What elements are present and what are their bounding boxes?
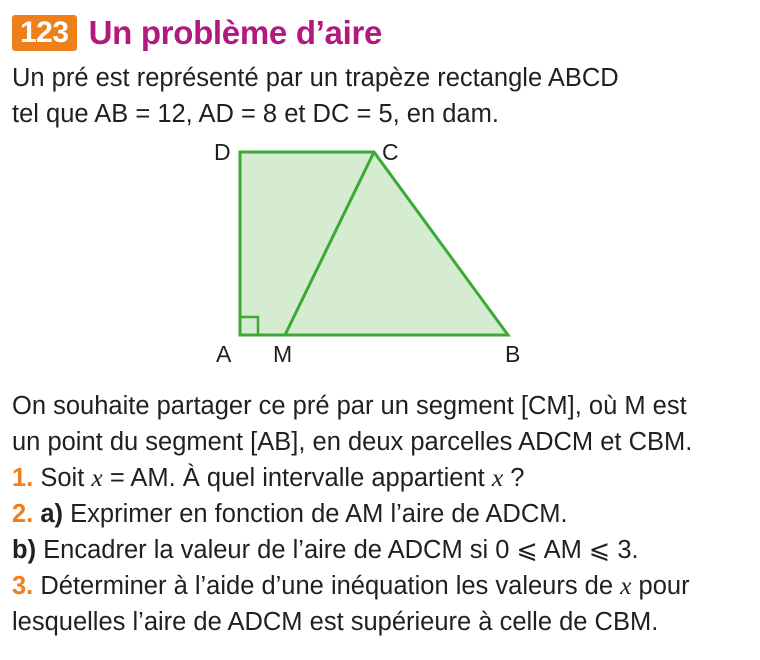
question-2a (12, 496, 752, 532)
question-1-text-c: ? (503, 464, 525, 492)
vertex-label-b: B (505, 341, 521, 367)
question-2b-marker: b) (12, 536, 37, 564)
statement-line-2: un point du segment [AB], en deux parcelles ADCM et CBM. (12, 428, 693, 456)
vertex-label-c: C (382, 140, 399, 165)
question-3 (12, 568, 752, 640)
variable-x: x (91, 463, 103, 492)
trapezoid-figure (0, 140, 760, 370)
intro-paragraph (12, 60, 752, 132)
question-1-number: 1. (12, 464, 34, 492)
question-2b (12, 532, 752, 568)
question-2b-text: Encadrer la valeur de l’aire de ADCM si 0 ⩽ AM ⩽ 3. (36, 536, 639, 564)
exercise-header (12, 14, 382, 52)
intro-line-2: tel que AB = 12, AD = 8 et DC = 5, en dam. (12, 100, 499, 128)
statement-paragraph (12, 388, 752, 460)
question-1-text-a: Soit (33, 464, 92, 492)
intro-line-1: Un pré est représenté par un trapèze rectangle ABCD (12, 64, 619, 92)
question-1-text-b: = AM. À quel intervalle appartient (102, 464, 492, 492)
question-2a-marker: a) (33, 500, 64, 528)
question-3-text-a: Déterminer à l’aide d’une inéquation les valeurs de (33, 572, 621, 600)
question-3-text-b: pour (631, 572, 690, 600)
question-2-number: 2. (12, 500, 34, 528)
statement-line-1: On souhaite partager ce pré par un segment [CM], où M est (12, 392, 687, 420)
question-3-number: 3. (12, 572, 34, 600)
variable-x: x (620, 571, 632, 600)
vertex-label-d: D (214, 140, 231, 165)
variable-x: x (491, 463, 504, 492)
vertex-label-m: M (273, 341, 293, 367)
vertex-label-a: A (216, 341, 232, 367)
question-1 (12, 460, 752, 496)
trapezoid-shape (240, 152, 508, 335)
question-3-line-2: lesquelles l’aire de ADCM est supérieure à celle de CBM. (12, 608, 659, 636)
exercise-title: Un problème d’aire (88, 14, 383, 51)
question-2a-text: Exprimer en fonction de AM l’aire de ADCM. (63, 500, 568, 528)
exercise-number-badge: 123 (12, 15, 77, 51)
